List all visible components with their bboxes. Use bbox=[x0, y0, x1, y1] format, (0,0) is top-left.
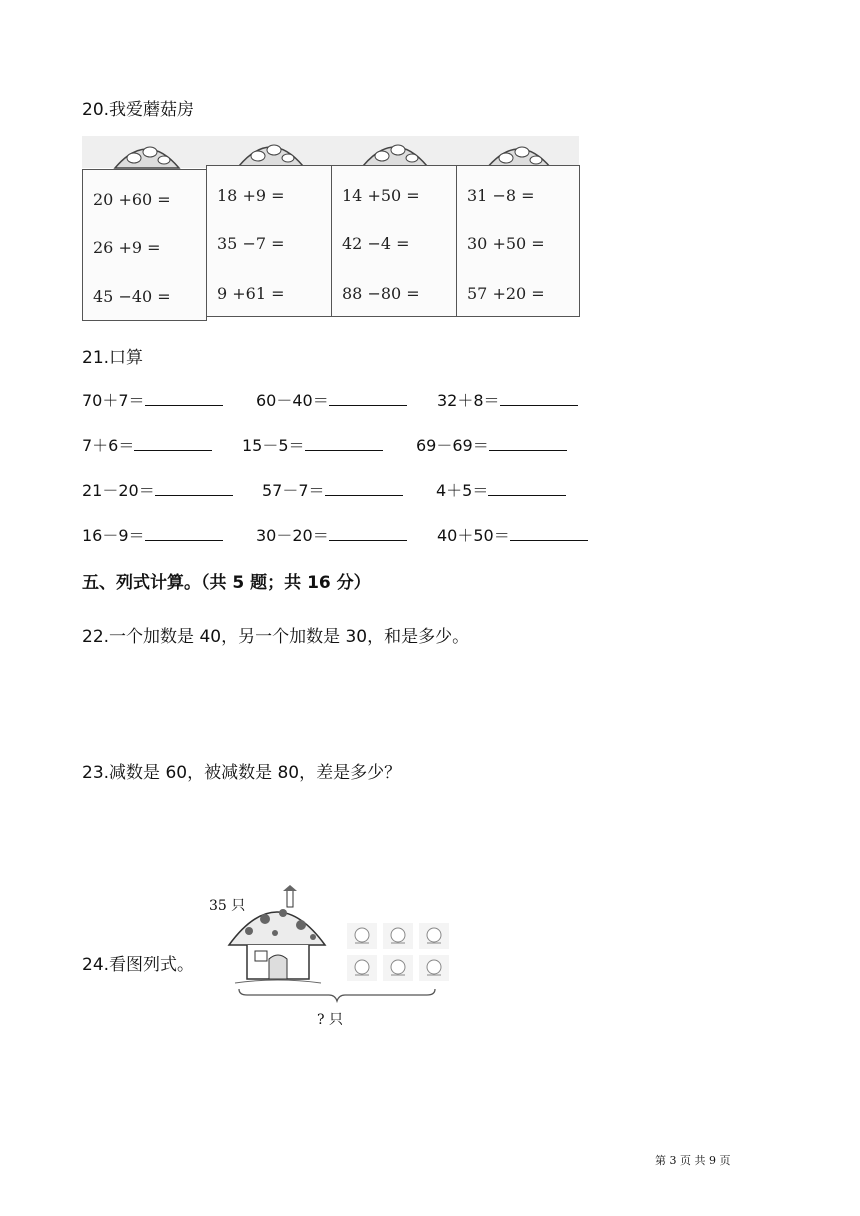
answer-blank[interactable] bbox=[155, 481, 233, 496]
house-2-eq-3: 9 +61 = bbox=[217, 284, 285, 303]
problem-text: 4＋5＝ bbox=[436, 481, 489, 500]
answer-blank[interactable] bbox=[134, 436, 212, 451]
house-4-eq-3: 57 +20 = bbox=[467, 284, 545, 303]
answer-blank[interactable] bbox=[145, 391, 223, 406]
house-4-eq-1: 31 −8 = bbox=[467, 186, 535, 205]
q22-text: 22.一个加数是 40，另一个加数是 30，和是多少。 bbox=[82, 627, 470, 647]
problem-text: 32＋8＝ bbox=[437, 391, 500, 410]
q20-title: 20.我爱蘑菇房 bbox=[82, 100, 195, 120]
problem-text: 69－69＝ bbox=[416, 436, 489, 455]
house-3-eq-2: 42 −4 = bbox=[342, 234, 410, 253]
house-3-eq-3: 88 −80 = bbox=[342, 284, 420, 303]
house-1-eq-2: 26 +9 = bbox=[93, 238, 161, 257]
q21-title: 21.口算 bbox=[82, 348, 144, 368]
answer-blank[interactable] bbox=[488, 481, 566, 496]
problem-text: 15－5＝ bbox=[242, 436, 305, 455]
problem-text: 60－40＝ bbox=[256, 391, 329, 410]
house-1-eq-1: 20 +60 = bbox=[93, 190, 171, 209]
brace-icon bbox=[237, 987, 437, 1003]
house-4 bbox=[456, 165, 580, 317]
problem-text: 70＋7＝ bbox=[82, 391, 145, 410]
answer-blank[interactable] bbox=[145, 526, 223, 541]
house-1-eq-3: 45 −40 = bbox=[93, 287, 171, 306]
answer-blank[interactable] bbox=[305, 436, 383, 451]
problem-text: 40＋50＝ bbox=[437, 526, 510, 545]
answer-blank[interactable] bbox=[329, 391, 407, 406]
answer-blank[interactable] bbox=[325, 481, 403, 496]
label-35: 35 只 bbox=[209, 898, 246, 914]
q23-text: 23.减数是 60，被减数是 80，差是多少？ bbox=[82, 763, 402, 783]
answer-blank[interactable] bbox=[489, 436, 567, 451]
animals-group-icon bbox=[345, 921, 453, 985]
mushroom-house-icon bbox=[225, 883, 330, 988]
q24-figure bbox=[205, 883, 455, 1028]
problem-text: 57－7＝ bbox=[262, 481, 325, 500]
q24-text: 24.看图列式。 bbox=[82, 955, 195, 975]
answer-blank[interactable] bbox=[510, 526, 588, 541]
house-4-eq-2: 30 +50 = bbox=[467, 234, 545, 253]
problem-text: 7＋6＝ bbox=[82, 436, 135, 455]
answer-blank[interactable] bbox=[329, 526, 407, 541]
house-2-eq-2: 35 −7 = bbox=[217, 234, 285, 253]
house-1 bbox=[82, 169, 207, 321]
house-3-eq-1: 14 +50 = bbox=[342, 186, 420, 205]
mushroom-cap-icon bbox=[112, 136, 182, 172]
house-3 bbox=[331, 165, 457, 317]
answer-blank[interactable] bbox=[500, 391, 578, 406]
problem-text: 16－9＝ bbox=[82, 526, 145, 545]
problem-text: 30－20＝ bbox=[256, 526, 329, 545]
page-footer: 第 3 页 共 9 页 bbox=[655, 1154, 731, 1167]
house-2-eq-1: 18 +9 = bbox=[217, 186, 285, 205]
label-question: ? 只 bbox=[317, 1012, 343, 1028]
house-2 bbox=[206, 165, 332, 317]
problem-text: 21－20＝ bbox=[82, 481, 155, 500]
section-5-title: 五、列式计算。（共 5 题；共 16 分） bbox=[82, 573, 371, 593]
